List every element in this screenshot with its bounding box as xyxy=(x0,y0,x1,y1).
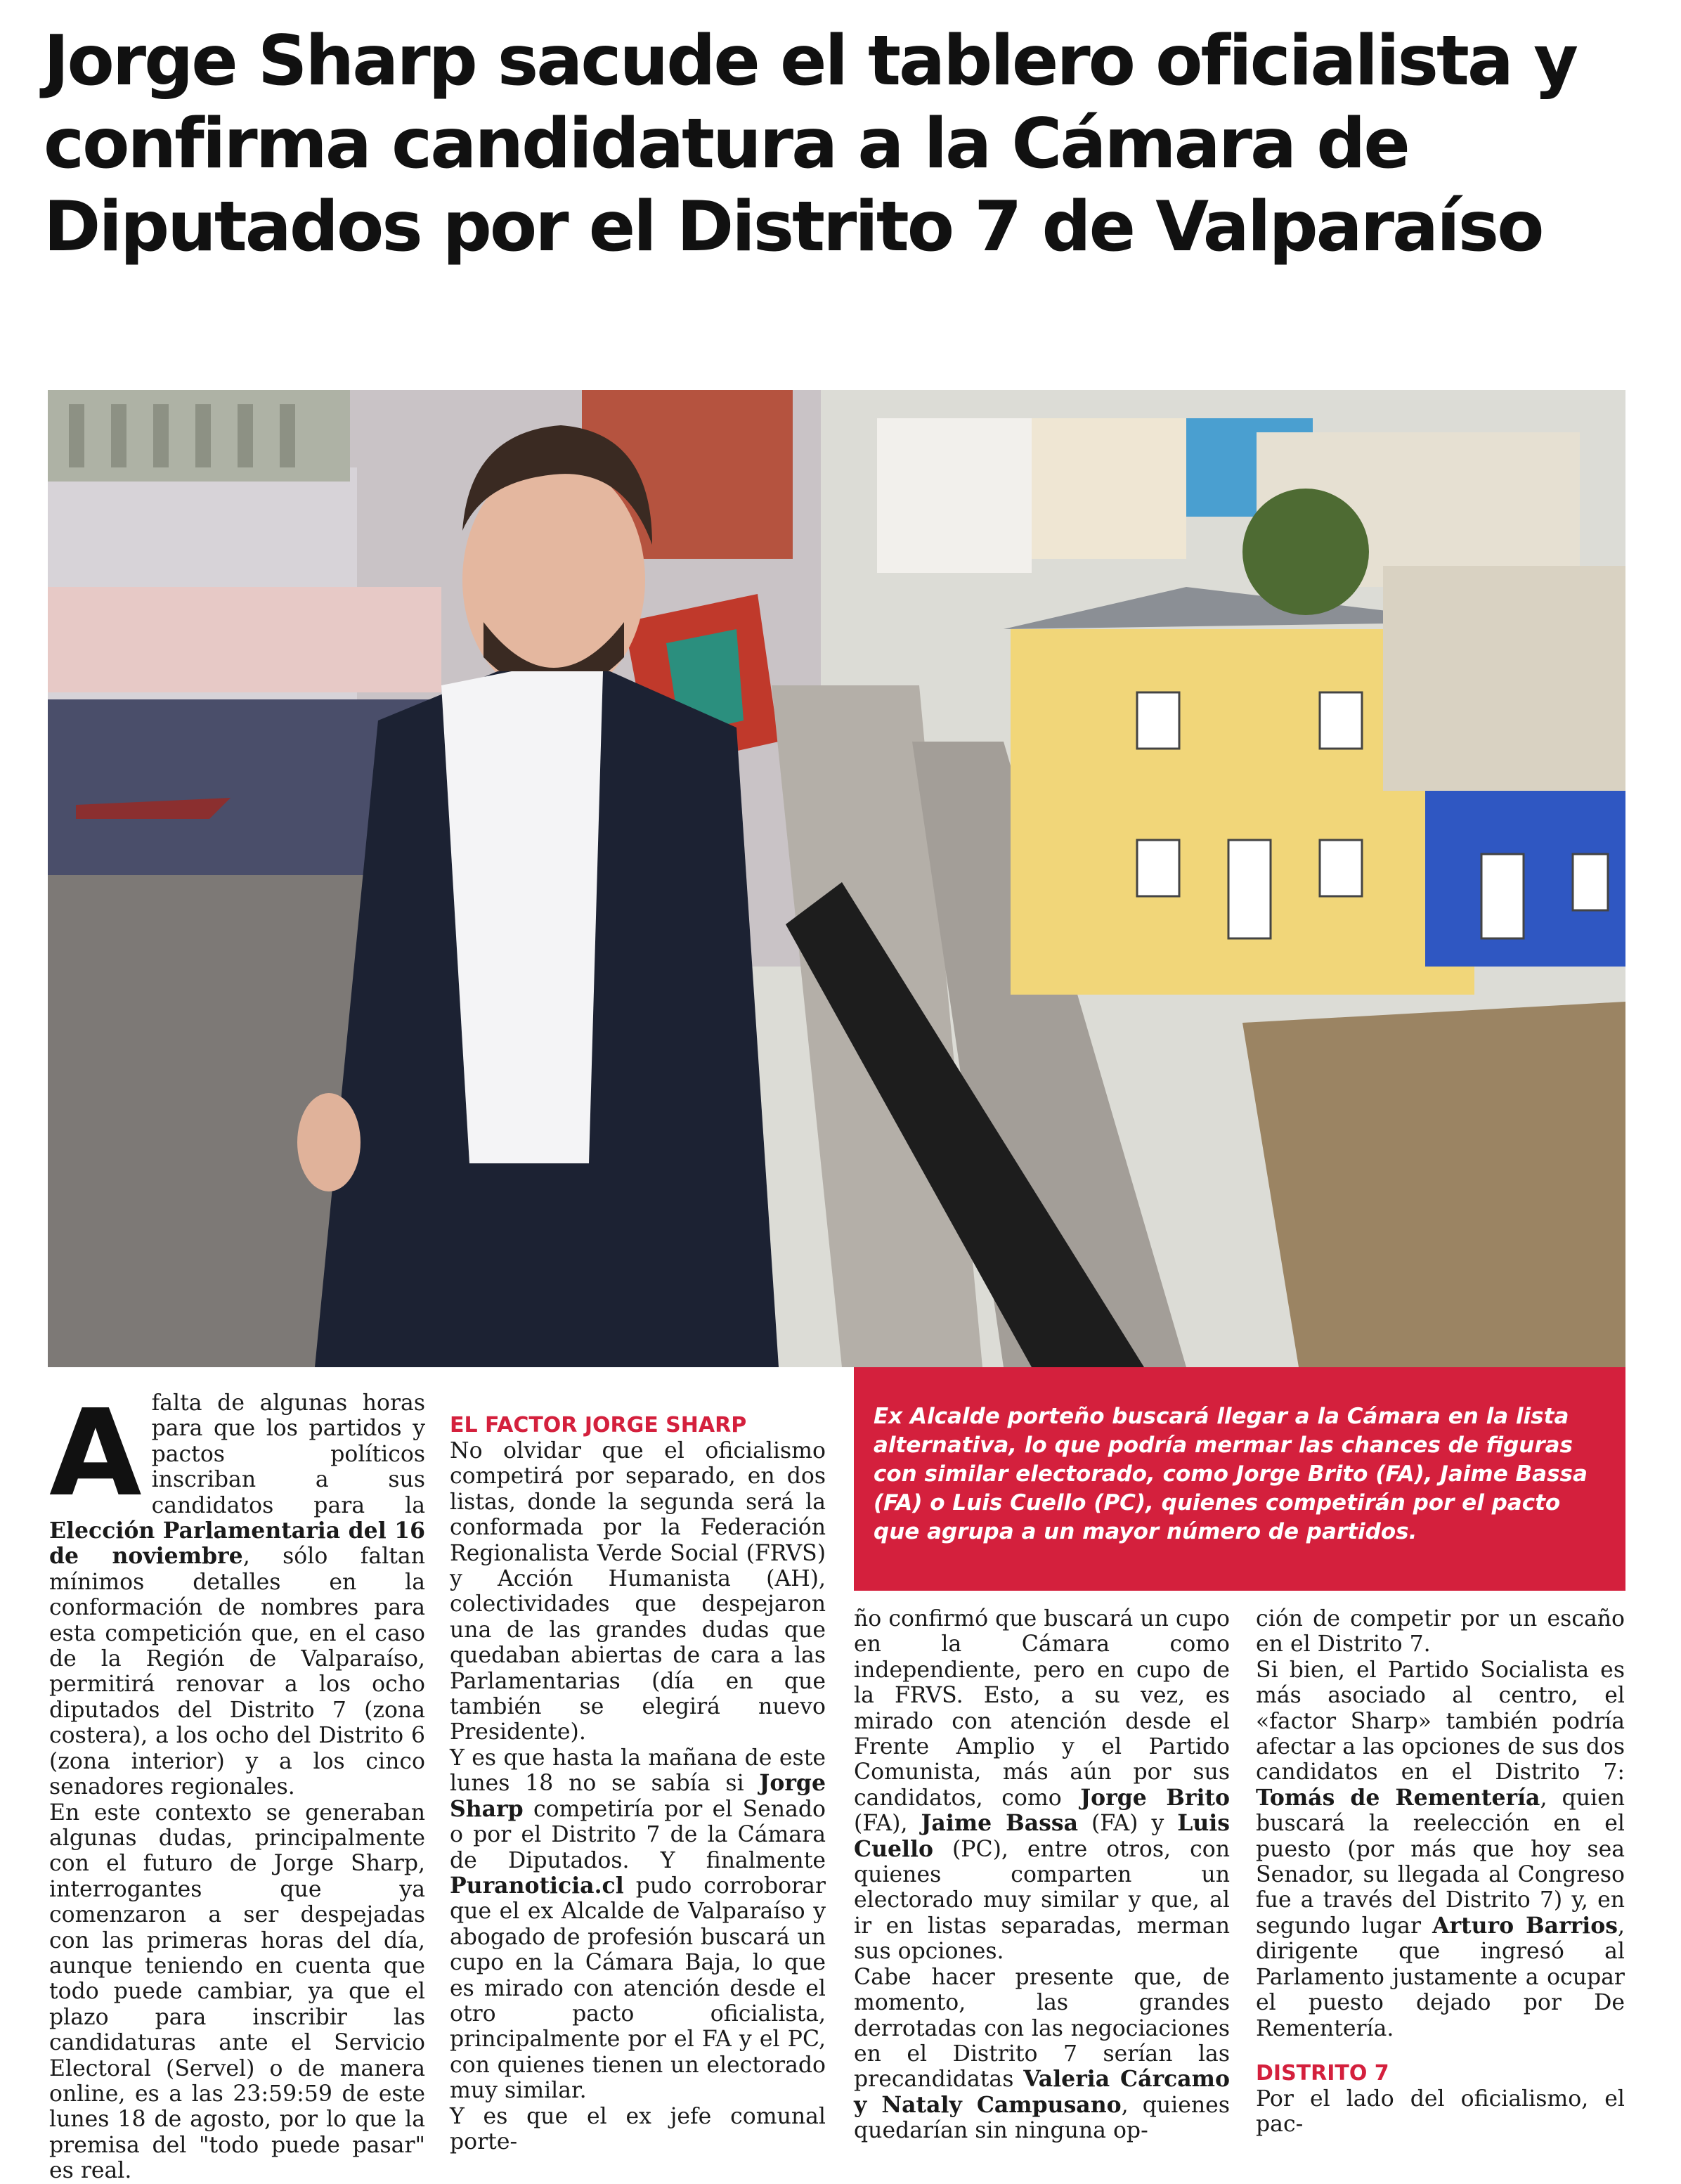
paragraph: Y es que el ex jefe comunal porte- xyxy=(450,2103,826,2154)
article-column-4 xyxy=(1256,1606,1625,2138)
article-column-2 xyxy=(450,1413,826,2154)
bold-text: Jaime Bassa xyxy=(921,1810,1078,1837)
text-run: ño confirmó que buscará un cupo en la Cámara como independiente, pero en cupo de la FRVS. Esto, a su vez, es mirado con atención desde el Frente Amplio y el Partido Comunista, más aún por sus candidatos, como xyxy=(854,1606,1230,1811)
bold-text: Puranoticia.cl xyxy=(450,1872,624,1899)
bold-text: Tomás de Rementería xyxy=(1256,1784,1540,1811)
drop-cap: A xyxy=(49,1384,142,1523)
text-run: , quienes quedarían sin ninguna op- xyxy=(854,2092,1230,2144)
paragraph xyxy=(854,1965,1230,2144)
text-run: Y es que hasta la mañana de este lunes 18 no se sabía si xyxy=(450,1745,826,1797)
text-run: falta de algunas horas para que los partidos y pactos políticos inscriban a sus candidatos para la xyxy=(151,1390,425,1518)
article-headline: Jorge Sharp sacude el tablero oficialista y confirma candidatura a la Cámara de Diputados por el Distrito 7 de Valparaíso xyxy=(44,21,1576,267)
paragraph: No olvidar que el oficialismo competirá por separado, en dos listas, donde la segunda será la conformada por la Federación Regionalista Verde Social (FRVS) y Acción Humanista (AH), colectividades que despejaron una de las grandes dudas que quedaban abiertas de cara a las Parlamentarias (día en que también se elegirá nuevo Presidente). xyxy=(450,1438,826,1745)
paragraph xyxy=(854,1606,1230,1965)
text-run: , quien buscará la reelección en el puesto (por más que hoy sea Senador, su llegada al Congreso fue a través del Distrito 7) y, en segundo lugar xyxy=(1256,1785,1625,1939)
article-column-3 xyxy=(854,1606,1230,2144)
text-run: (PC), entre otros, con quienes comparten un electorado muy similar y que, al ir en listas separadas, merman sus opciones. xyxy=(854,1836,1230,1965)
section-subhead: DISTRITO 7 xyxy=(1256,2060,1389,2086)
paragraph xyxy=(1256,1658,1625,2041)
red-callout-box xyxy=(854,1367,1625,1591)
bold-text: Jorge Brito xyxy=(1080,1784,1230,1811)
bold-text: Luis Cuello xyxy=(854,1810,1230,1862)
paragraph: ción de competir por un escaño en el Distrito 7. xyxy=(1256,1606,1625,1658)
text-run: Si bien, el Partido Socialista es más asociado al centro, el «factor Sharp» también podría afectar a las opciones de sus dos candidatos en el Distrito 7: xyxy=(1256,1657,1625,1785)
bold-text: Arturo Barrios xyxy=(1432,1912,1618,1939)
text-run: , dirigente que ingresó al Parlamento justamente a ocupar el puesto dejado por De Rementería. xyxy=(1256,1913,1625,2041)
paragraph xyxy=(450,1745,826,2104)
text-run: competiría por el Senado o por el Distrito 7 de la Cámara de Diputados. Y finalmente xyxy=(450,1796,826,1873)
article-column-1 xyxy=(49,1384,425,2184)
paragraph: Por el lado del oficialismo, el pac- xyxy=(1256,2086,1625,2138)
text-run: (FA) y xyxy=(1078,1811,1178,1837)
bold-text: Jorge Sharp xyxy=(450,1770,826,1822)
paragraph: En este contexto se generaban algunas dudas, principalmente con el futuro de Jorge Sharp, interrogantes que ya comenzaron a ser despejadas con las primeras horas del día, aunque teniendo en cuenta que todo puede cambiar, ya que el plazo para inscribir las candidaturas ante el Servicio Electoral (Servel) o de manera online, es a las 23:59:59 de este lunes 18 de agosto, por lo que la premisa del "todo puede pasar" es real. xyxy=(49,1799,425,2184)
text-run: , sólo faltan mínimos detalles en la conformación de nombres para esta competición que, en el caso de la Región de Valparaíso, permitirá renovar a los ocho diputados del Distrito 7 (zona costera), a los ocho del Distrito 6 (zona interior) y a los cinco senadores regionales. xyxy=(49,1544,425,1800)
text-run: Cabe hacer presente que, de momento, las grandes derrotadas con las negociaciones en el Distrito 7 serían las precandidatas xyxy=(854,1964,1230,2093)
text-run: pudo corroborar que el ex Alcalde de Valparaíso y abogado de profesión buscará un cupo en la Cámara Baja, lo que es mirado con atención desde el otro pacto oficialista, principalmente por el FA y el PC, con quienes tienen un electorado muy similar. xyxy=(450,1873,826,2104)
article-photo xyxy=(48,390,1625,1367)
bold-text: Elección Parlamentaria del 16 de noviembre xyxy=(49,1518,425,1570)
bold-text: Valeria Cárcamo y Nataly Campusano xyxy=(854,2066,1230,2118)
text-run: (FA), xyxy=(854,1811,921,1837)
section-subhead: EL FACTOR JORGE SHARP xyxy=(450,1413,747,1437)
callout-text: Ex Alcalde porteño buscará llegar a la Cámara en la lista alternativa, lo que podría mermar las chances de figuras con similar electorado, como Jorge Brito (FA), Jaime Bassa (FA) o Luis Cuello (PC), quienes competirán por el pacto que agrupa a un mayor número de partidos. xyxy=(874,1404,1588,1544)
